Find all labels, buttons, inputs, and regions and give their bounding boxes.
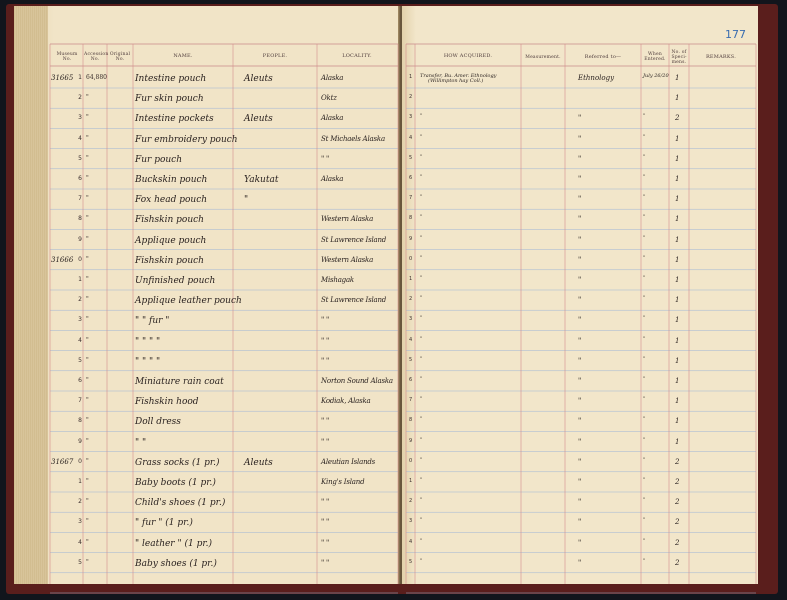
locality: Alaska xyxy=(321,175,344,183)
locality: King's Island xyxy=(321,478,365,486)
people: Yakutat xyxy=(244,175,279,185)
locality: " " xyxy=(321,518,330,527)
row-sub-number: 4 xyxy=(78,134,82,142)
referred-to: Ethnology xyxy=(578,74,615,82)
when-entered: " xyxy=(643,355,646,362)
when-entered: " xyxy=(643,477,646,483)
row-number-right: 5 xyxy=(409,154,413,161)
object-name: " fur " (1 pr.) xyxy=(135,518,193,529)
how-acquired-note: (Willimpton hay Coll.) xyxy=(428,78,484,84)
referred-to: " xyxy=(578,377,582,385)
specimen-count: 1 xyxy=(675,195,680,204)
row-sub-number: 0 xyxy=(78,457,82,465)
how-acquired: " xyxy=(420,315,423,322)
header-locality: LOCALITY. xyxy=(342,53,372,59)
row-number-right: 1 xyxy=(409,478,413,484)
referred-to: " xyxy=(578,114,582,123)
people: Aleuts xyxy=(244,114,273,125)
row-number-right: 4 xyxy=(409,134,413,141)
when-entered: " xyxy=(643,275,646,281)
object-name: Buckskin pouch xyxy=(135,175,208,185)
row-sub-number: 2 xyxy=(78,498,82,506)
specimen-count: 1 xyxy=(675,175,680,183)
how-acquired: " xyxy=(420,113,423,120)
row-number-right: 9 xyxy=(409,235,413,242)
specimen-count: 2 xyxy=(675,114,680,123)
accession-number: " xyxy=(86,316,89,324)
row-sub-number: 1 xyxy=(78,74,82,81)
row-sub-number: 6 xyxy=(78,175,82,182)
when-entered: " xyxy=(643,497,646,504)
locality: Western Alaska xyxy=(321,255,374,264)
referred-to: " xyxy=(578,538,582,547)
referred-to: " xyxy=(578,276,582,284)
header-museum-no: Museum No. xyxy=(56,52,78,62)
object-name: " " " " xyxy=(135,336,161,347)
header-measurement: Measurement. xyxy=(525,55,561,60)
specimen-count: 2 xyxy=(675,538,680,547)
how-acquired: " xyxy=(420,153,423,160)
accession-number: " xyxy=(86,235,89,243)
referred-to: " xyxy=(578,498,582,507)
accession-number: " xyxy=(86,255,89,263)
specimen-count: 2 xyxy=(675,498,680,507)
specimen-count: 1 xyxy=(675,437,680,446)
row-number-right: 2 xyxy=(409,94,413,101)
row-number-right: 5 xyxy=(409,558,413,565)
locality: Alaska xyxy=(321,74,344,82)
how-acquired: " xyxy=(420,234,423,241)
accession-number: " xyxy=(86,377,89,384)
locality: St Lawrence Island xyxy=(321,296,387,305)
accession-number: " xyxy=(86,336,89,344)
row-number-right: 9 xyxy=(409,437,413,444)
object-name: Grass socks (1 pr.) xyxy=(135,457,220,468)
people: Aleuts xyxy=(244,74,273,84)
object-name: Doll dress xyxy=(135,417,181,428)
referred-to: " xyxy=(578,417,582,426)
locality: Alaska xyxy=(321,114,344,123)
object-name: Applique leather pouch xyxy=(135,296,242,307)
how-acquired: " xyxy=(420,396,423,403)
locality: " " xyxy=(321,498,330,507)
referred-to: " xyxy=(578,518,582,527)
locality: Oktz xyxy=(321,94,337,103)
when-entered: " xyxy=(643,436,646,443)
when-entered: " xyxy=(643,254,646,261)
when-entered: " xyxy=(643,557,646,564)
referred-to: " xyxy=(578,255,582,264)
row-sub-number: 5 xyxy=(78,558,82,566)
when-entered: " xyxy=(643,174,646,180)
row-number-right: 7 xyxy=(409,195,413,202)
row-number-right: 8 xyxy=(409,417,413,424)
row-number-right: 7 xyxy=(409,397,413,404)
row-sub-number: 1 xyxy=(78,478,82,485)
row-number-right: 1 xyxy=(409,276,413,282)
accession-number: " xyxy=(86,498,89,506)
specimen-count: 1 xyxy=(675,154,680,163)
row-sub-number: 4 xyxy=(78,538,82,546)
specimen-count: 1 xyxy=(675,377,680,385)
people: Aleuts xyxy=(244,457,273,468)
referred-to: " xyxy=(578,558,582,567)
locality: " " xyxy=(321,316,330,325)
locality: Kodiak, Alaska xyxy=(321,397,371,406)
specimen-count: 1 xyxy=(675,316,680,325)
accession-number: " xyxy=(86,417,89,425)
row-sub-number: 8 xyxy=(78,215,82,223)
accession-number: " xyxy=(86,296,89,304)
locality: " " xyxy=(321,558,330,567)
row-number-right: 2 xyxy=(409,498,413,505)
when-entered: " xyxy=(643,153,646,160)
how-acquired: " xyxy=(420,436,423,443)
how-acquired: Transfer, Bu. Amer. Ethnology xyxy=(420,73,497,79)
object-name: Fur skin pouch xyxy=(135,94,204,105)
specimen-count: 1 xyxy=(675,94,680,103)
referred-to: " xyxy=(578,478,582,486)
header-accession-no: Accession No. xyxy=(84,52,109,62)
object-name: Baby shoes (1 pr.) xyxy=(135,558,217,569)
referred-to: " xyxy=(578,316,582,325)
row-number-right: 0 xyxy=(409,255,413,262)
row-sub-number: 5 xyxy=(78,356,82,364)
when-entered: " xyxy=(643,194,646,201)
referred-to: " xyxy=(578,175,582,183)
how-acquired: " xyxy=(420,275,423,281)
when-entered: " xyxy=(643,376,646,382)
museum-number: 31667 xyxy=(51,457,74,466)
accession-number: " xyxy=(86,175,89,182)
referred-to: " xyxy=(578,437,582,446)
specimen-count: 1 xyxy=(675,255,680,264)
object-name: Intestine pockets xyxy=(135,114,214,125)
accession-number: " xyxy=(86,397,89,405)
locality: " " xyxy=(321,417,330,426)
people: " xyxy=(244,195,249,206)
when-entered: " xyxy=(643,133,646,140)
row-number-right: 2 xyxy=(409,296,413,303)
referred-to: " xyxy=(578,457,582,466)
row-number-right: 6 xyxy=(409,377,413,383)
referred-to: " xyxy=(578,215,582,224)
specimen-count: 1 xyxy=(675,134,680,143)
row-number-right: 5 xyxy=(409,356,413,363)
row-number-right: 3 xyxy=(409,518,413,525)
accession-number: " xyxy=(86,195,89,203)
header-people: PEOPLE. xyxy=(262,53,288,59)
object-name: Fishskin pouch xyxy=(135,255,204,266)
locality: Aleutian Islands xyxy=(321,457,376,466)
row-sub-number: 1 xyxy=(78,276,82,283)
accession-number: " xyxy=(86,94,89,102)
referred-to: " xyxy=(578,336,582,345)
how-acquired: " xyxy=(420,295,423,302)
locality: Mishagak xyxy=(321,276,354,284)
row-sub-number: 3 xyxy=(78,316,82,324)
referred-to: " xyxy=(578,235,582,244)
when-entered: July 26/20 xyxy=(643,73,669,79)
when-entered: " xyxy=(643,517,646,524)
when-entered: " xyxy=(643,315,646,322)
specimen-count: 1 xyxy=(675,356,680,365)
accession-number: " xyxy=(86,558,89,566)
accession-number: " xyxy=(86,437,89,445)
specimen-count: 2 xyxy=(675,457,680,466)
accession-number: " xyxy=(86,478,89,485)
when-entered: " xyxy=(643,396,646,403)
when-entered: " xyxy=(643,234,646,241)
header-name: NAME. xyxy=(173,53,193,59)
referred-to: " xyxy=(578,134,582,143)
row-number-right: 3 xyxy=(409,316,413,323)
locality: " " xyxy=(321,538,330,547)
specimen-count: 1 xyxy=(675,74,680,82)
object-name: " " fur " xyxy=(135,316,170,327)
row-sub-number: 5 xyxy=(78,154,82,162)
header-original-no: Original No. xyxy=(109,52,131,62)
row-number-right: 6 xyxy=(409,175,413,181)
accession-number: " xyxy=(86,276,89,283)
specimen-count: 1 xyxy=(675,336,680,345)
object-name: Fox head pouch xyxy=(135,195,208,206)
object-name: " " xyxy=(135,437,147,448)
row-sub-number: 3 xyxy=(78,114,82,122)
specimen-count: 1 xyxy=(675,417,680,426)
specimen-count: 1 xyxy=(675,235,680,244)
locality: " " xyxy=(321,437,330,446)
object-name: Unfinished pouch xyxy=(135,276,216,286)
specimen-count: 2 xyxy=(675,518,680,527)
when-entered: " xyxy=(643,113,646,120)
object-name: Fur embroidery pouch xyxy=(135,134,238,145)
locality: St Lawrence Island xyxy=(321,235,387,244)
header-no-of-specimens: No. of Specimens. xyxy=(671,50,687,65)
how-acquired: " xyxy=(420,537,423,544)
when-entered: " xyxy=(643,416,646,423)
header-when-entered: When Entered. xyxy=(644,52,666,62)
accession-number: " xyxy=(86,215,89,223)
row-number-right: 3 xyxy=(409,114,413,121)
row-sub-number: 9 xyxy=(78,437,82,445)
how-acquired: " xyxy=(420,456,423,463)
accession-number: " xyxy=(86,538,89,546)
how-acquired: " xyxy=(420,335,423,342)
row-number-right: 0 xyxy=(409,457,413,464)
object-name: Fur pouch xyxy=(135,154,183,165)
locality: " " xyxy=(321,154,330,163)
locality: Western Alaska xyxy=(321,215,374,224)
how-acquired: " xyxy=(420,517,423,524)
row-sub-number: 7 xyxy=(78,195,82,203)
specimen-count: 1 xyxy=(675,215,680,224)
row-sub-number: 7 xyxy=(78,397,82,405)
referred-to: " xyxy=(578,397,582,406)
how-acquired: " xyxy=(420,477,423,483)
referred-to: " xyxy=(578,356,582,365)
how-acquired: " xyxy=(420,355,423,362)
how-acquired: " xyxy=(420,416,423,423)
accession-number: " xyxy=(86,134,89,142)
when-entered: " xyxy=(643,456,646,463)
object-name: Miniature rain coat xyxy=(135,377,224,387)
referred-to: " xyxy=(578,195,582,204)
row-sub-number: 6 xyxy=(78,377,82,384)
when-entered: " xyxy=(643,214,646,221)
row-sub-number: 4 xyxy=(78,336,82,344)
specimen-count: 1 xyxy=(675,276,680,284)
object-name: " leather " (1 pr.) xyxy=(135,538,213,549)
header-remarks: REMARKS. xyxy=(705,54,737,60)
accession-number: " xyxy=(86,114,89,122)
how-acquired: " xyxy=(420,133,423,140)
locality: " " xyxy=(321,356,330,365)
row-sub-number: 2 xyxy=(78,94,82,102)
object-name: Fishskin pouch xyxy=(135,215,204,226)
header-referred-to: Referred to— xyxy=(584,54,622,60)
row-number-right: 1 xyxy=(409,74,413,80)
row-sub-number: 2 xyxy=(78,296,82,304)
how-acquired: " xyxy=(420,497,423,504)
how-acquired: " xyxy=(420,376,423,382)
museum-number: 31666 xyxy=(51,255,74,264)
object-name: Intestine pouch xyxy=(135,74,207,84)
row-sub-number: 0 xyxy=(78,255,82,263)
how-acquired: " xyxy=(420,254,423,261)
object-name: Baby boots (1 pr.) xyxy=(135,478,216,488)
accession-number: " xyxy=(86,518,89,526)
object-name: " " " " xyxy=(135,356,161,367)
how-acquired: " xyxy=(420,557,423,564)
specimen-count: 2 xyxy=(675,478,680,486)
how-acquired: " xyxy=(420,194,423,201)
when-entered: " xyxy=(643,335,646,342)
how-acquired: " xyxy=(420,174,423,180)
accession-number: " xyxy=(86,457,89,465)
object-name: Child's shoes (1 pr.) xyxy=(135,498,226,509)
museum-number: 31665 xyxy=(51,74,74,82)
object-name: Fishskin hood xyxy=(135,397,199,408)
row-number-right: 4 xyxy=(409,538,413,545)
row-sub-number: 3 xyxy=(78,518,82,526)
accession-number: " xyxy=(86,154,89,162)
referred-to: " xyxy=(578,296,582,305)
row-number-right: 8 xyxy=(409,215,413,222)
specimen-count: 1 xyxy=(675,296,680,305)
locality: St Michaels Alaska xyxy=(321,134,385,143)
row-sub-number: 8 xyxy=(78,417,82,425)
locality: " " xyxy=(321,336,330,345)
row-number-right: 4 xyxy=(409,336,413,343)
referred-to: " xyxy=(578,154,582,163)
how-acquired: " xyxy=(420,214,423,221)
row-sub-number: 9 xyxy=(78,235,82,243)
specimen-count: 2 xyxy=(675,558,680,567)
accession-number: " xyxy=(86,356,89,364)
object-name: Applique pouch xyxy=(135,235,207,246)
page-number: 177 xyxy=(725,28,746,41)
specimen-count: 1 xyxy=(675,397,680,406)
accession-number: 64,880 xyxy=(86,74,107,81)
locality: Norton Sound Alaska xyxy=(321,377,393,385)
when-entered: " xyxy=(643,295,646,302)
when-entered: " xyxy=(643,537,646,544)
header-how-acquired: HOW ACQUIRED. xyxy=(443,53,493,59)
